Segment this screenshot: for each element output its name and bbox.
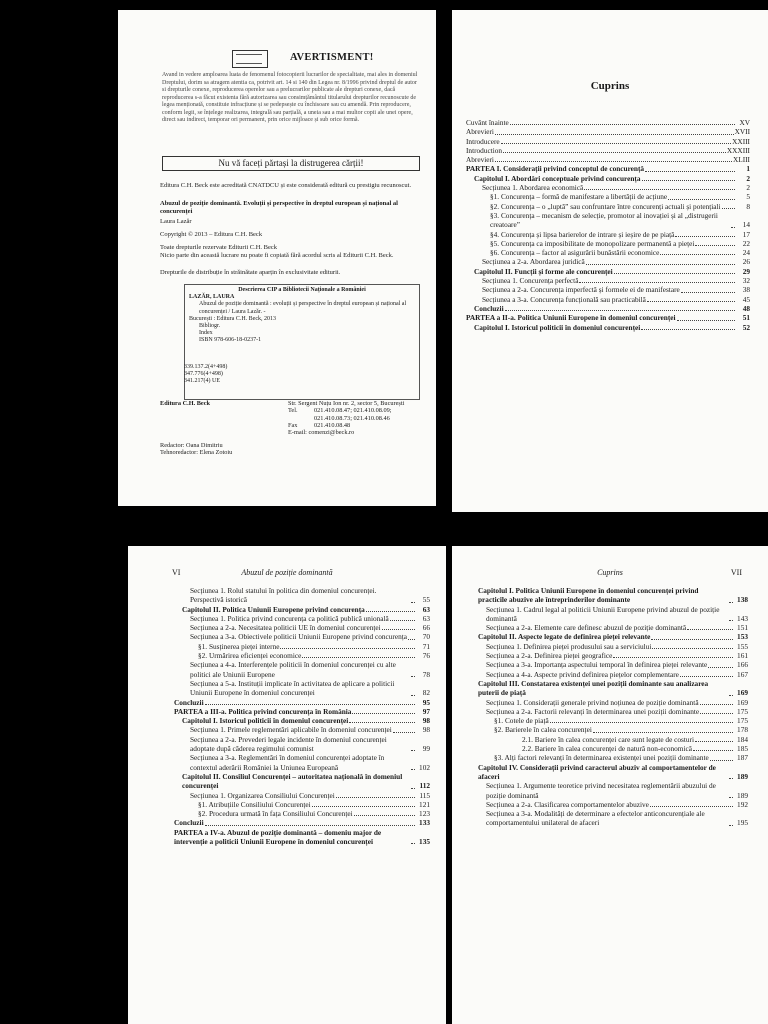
toc-entry-title: Secțiunea a 4-a. Aspecte privind definirea piețelor complementare — [486, 669, 679, 679]
toc-entry-title: Secțiunea a 2-a. Concurența imperfectă și formele ei de manifestare — [482, 285, 680, 295]
toc-leader-dots — [695, 245, 735, 246]
accreditation-note: Editura C.H. Beck este acreditată CNATDCU și este considerată editură cu prestigiu recunoscut. — [160, 182, 412, 189]
toc-page-number: 17 — [742, 229, 750, 239]
toc-page-number: 189 — [737, 790, 748, 800]
toc-entry — [466, 304, 750, 313]
toc-leader-dots — [729, 797, 733, 798]
copyright-page — [118, 10, 436, 506]
toc-entry — [466, 230, 750, 239]
toc-page-number: 187 — [737, 753, 748, 763]
page-folio: VI — [172, 568, 181, 577]
toc-leader-dots — [651, 639, 733, 640]
editor-credit: Redactor: Oana Dimitriu — [160, 442, 223, 449]
toc-leader-dots — [700, 713, 733, 714]
toc-leader-dots — [641, 329, 735, 330]
toc-entry-title: Secțiunea a 2-a. Factorii relevanți în determinarea unei poziții dominante — [486, 706, 700, 716]
toc-page-number: 195 — [737, 818, 748, 828]
toc-entry-title: Concluzii — [474, 303, 504, 313]
toc-page-number: 14 — [742, 220, 750, 230]
toc-page-number: 24 — [742, 248, 750, 258]
toc-entry — [478, 763, 748, 782]
toc-entry-title: §3. Concurența – mecanism de selecție, promotor al inovației și al „distrugerii creatoare” — [490, 210, 718, 230]
toc-entry — [466, 137, 750, 146]
rights-line-2: Nicio parte din această lucrare nu poate fi copiată fără acordul scris al Editurii C.H. Beck. — [160, 252, 394, 259]
toc-entry — [174, 800, 430, 809]
toc-entry-title: §4. Concurența și lipsa barierelor de intrare și ieșire de pe piață — [490, 229, 675, 239]
toc-leader-dots — [668, 199, 735, 200]
publisher-logo-icon — [232, 50, 268, 68]
toc-entry-title: §2. Concurența – o „luptă” sau confruntare între concurenți actuali și potențiali — [490, 201, 721, 211]
toc-entry — [174, 623, 430, 632]
toc-entry — [466, 183, 750, 192]
toc-page-number: 161 — [737, 651, 748, 661]
toc-page-number: XXXIII — [726, 145, 750, 155]
toc-entry — [174, 660, 430, 679]
toc-entry — [466, 127, 750, 136]
toc-entry — [478, 632, 748, 641]
toc-entry — [478, 753, 748, 762]
toc-leader-dots — [411, 750, 415, 751]
toc-entry-title: §1. Atribuțiile Consiliului Concurenței — [198, 799, 311, 809]
publisher-address — [288, 400, 420, 436]
toc-leader-dots — [687, 629, 733, 630]
toc-leader-dots — [411, 769, 415, 770]
toc-entry — [466, 276, 750, 285]
toc-page-number: 38 — [742, 285, 750, 295]
warning-slogan: Nu vă faceți părtași la distrugerea cărții! — [162, 156, 420, 171]
toc-page-number: 8 — [746, 201, 750, 211]
toc-entry-title: Capitolul I. Istoricul politicii în domeniul concurenței — [474, 322, 641, 332]
toc-page-number: 184 — [737, 734, 748, 744]
toc-entry — [174, 707, 430, 716]
toc-leader-dots — [593, 732, 733, 733]
toc-leader-dots — [708, 667, 733, 668]
toc-entry-title: §2. Procedura urmată în fața Consiliului Concurenței — [198, 809, 353, 819]
toc-leader-dots — [550, 722, 733, 723]
cip-title: Descrierea CIP a Bibliotecii Naționale a României — [238, 287, 366, 293]
toc-entry — [466, 118, 750, 127]
publisher-email: E-mail: comenzi@beck.ro — [288, 429, 355, 437]
toc-entry-title: §1. Susținerea pieței interne — [198, 641, 280, 651]
toc-entry-title: Secțiunea a 3-a. Importanța aspectului temporal în definirea pieței relevante — [486, 660, 708, 670]
toc-entry — [478, 698, 748, 707]
toc-entry-title: Capitolul I. Istoricul politicii în domeniul concurenței — [182, 716, 349, 726]
toc-leader-dots — [354, 815, 415, 816]
toc-entry — [174, 753, 430, 772]
toc-entry — [478, 809, 748, 828]
toc-entry — [466, 155, 750, 164]
toc-leader-dots — [677, 320, 735, 321]
toc-entry — [174, 791, 430, 800]
toc-entry — [174, 679, 430, 698]
toc-entry-title: §6. Concurența – factor al asigurării bunăstării economice — [490, 248, 660, 258]
toc-entry — [174, 828, 430, 847]
toc-page-number: 115 — [419, 790, 430, 800]
toc-entry-title: Capitolul II. Consiliul Concurenței – autoritatea națională în domeniul concurenței — [182, 771, 403, 791]
toc-page-number: 143 — [737, 613, 748, 623]
toc-page-number: 189 — [737, 771, 748, 781]
toc-page-number: XVII — [734, 127, 750, 137]
toc-entry-title: Abrevieri — [466, 127, 494, 137]
toc-entry-title: Cuvânt înainte — [466, 118, 509, 127]
toc-entry-title: Secțiunea a 2-a. Abordarea juridică — [482, 257, 585, 267]
toc-page-number: 63 — [422, 613, 430, 623]
toc-page-number: 76 — [422, 651, 430, 661]
toc-entry-title: Secțiunea a 2-a. Clasificarea comportamentelor abuzive — [486, 799, 649, 809]
toc-page-number: 175 — [737, 706, 748, 716]
toc-entry-title: Capitolul I. Politica Uniunii Europene în domeniul concurenței privind practicile abuzive ale întreprinderilor dominante — [478, 586, 699, 605]
toc-entry-title: Secțiunea 1. Organizarea Consiliului Concurenței — [190, 790, 335, 800]
toc-leader-dots — [729, 695, 733, 696]
toc-leader-dots — [411, 843, 415, 844]
toc-entry — [466, 239, 750, 248]
cip-bibliography: Bibliogr. — [199, 323, 221, 330]
toc-entry — [478, 735, 748, 744]
toc-page-number: 82 — [422, 688, 430, 698]
toc-page-number: 175 — [737, 716, 748, 726]
toc-entry-title: Secțiunea a 5-a. Instituții implicate în activitatea de aplicare a politicii Uniunii Europene în domeniul concurenței — [190, 678, 395, 698]
toc-entry — [478, 716, 748, 725]
rights-line-1: Toate drepturile rezervate Editurii C.H. Beck — [160, 244, 278, 251]
toc-page-number: 1 — [746, 164, 750, 174]
toc-page-number: XV — [739, 118, 750, 127]
toc-leader-dots — [681, 292, 735, 293]
toc-entry — [478, 781, 748, 800]
toc-entry-title: §5. Concurența ca imposibilitate de monopolizare permanentă a pieței — [490, 238, 695, 248]
toc-page-number: 123 — [419, 809, 430, 819]
toc-page-number: 167 — [737, 669, 748, 679]
toc-leader-dots — [660, 254, 735, 255]
toc-entry-title: §2. Urmărirea eficienței economice — [198, 651, 302, 661]
toc-entry — [478, 642, 748, 651]
toc-page-number: 102 — [419, 762, 430, 772]
toc-leader-dots — [336, 797, 415, 798]
toc-leader-dots — [505, 310, 735, 311]
toc-entry-title: §2. Barierele în calea concurenței — [494, 725, 592, 735]
toc-page-number: 98 — [422, 725, 430, 735]
running-head: Cuprins — [597, 568, 623, 577]
toc-entry-title: Secțiunea a 2-a. Prevederi legale incidente în domeniul concurenței adoptate după căderea regimului comunist — [190, 734, 387, 754]
toc-leader-dots — [729, 778, 733, 779]
toc-leader-dots — [495, 134, 734, 135]
contents-page-vii — [452, 546, 768, 1024]
toc-entry — [466, 174, 750, 183]
toc-entry-title: 2.1. Bariere în calea concurenței care sunt legate de costuri — [522, 734, 695, 744]
toc-list — [174, 586, 430, 846]
tel-label: Tel. — [288, 407, 298, 415]
tel-numbers: 021.410.08.73; 021.410.08.46 — [314, 414, 390, 422]
toc-page-number: 112 — [419, 781, 430, 791]
toc-leader-dots — [205, 825, 415, 826]
toc-entry — [174, 725, 430, 734]
toc-entry — [466, 313, 750, 322]
toc-page-number: 185 — [737, 744, 748, 754]
toc-entry-title: Secțiunea a 2-a. Definirea pieței geografice — [486, 651, 613, 661]
rights-line-3: Drepturile de distribuție în străinătate aparțin în exclusivitate editurii. — [160, 269, 341, 276]
toc-page-number: 55 — [422, 595, 430, 605]
toc-entry-title: Capitolul II. Funcții și forme ale concurenței — [474, 266, 613, 276]
cip-work: Abuzul de poziție dominantă : evoluții și perspective în dreptul european și național al concurenței / Laura Lazăr. - — [199, 301, 407, 315]
toc-entry — [478, 725, 748, 734]
toc-page-number: 99 — [422, 744, 430, 754]
toc-entry — [174, 642, 430, 651]
toc-leader-dots — [390, 620, 415, 621]
cip-index: Index — [199, 330, 213, 337]
toc-entry — [174, 632, 430, 641]
toc-entry-title: Secțiunea 1. Politica privind concurența ca politică publică unională — [190, 613, 389, 623]
toc-leader-dots — [722, 208, 735, 209]
toc-page-number: 32 — [742, 276, 750, 286]
toc-entry-title: Capitolul II. Aspecte legate de definirea pieței relevante — [478, 632, 651, 642]
toc-leader-dots — [731, 227, 735, 228]
warning-text: Avand in vedere amploarea luata de fenomenul fotocopierii lucrarilor de specialitate, mai ales in domeniul Dreptului, dorim sa atragem atentia ca, potrivit art. 14 si 140 din Legea nr. 8/1996 privind dreptul de autor si drepturile conexe, reproducerea operelor sau a prelucrarilor publicate ale drepturi conexe, dacă reproducerea s-a făcut existenta fără autorizarea sau consimțământul titularului drepturilor recunoscute de legea menționată, constituie infracțiune și se pedepsește cu închisoare sau cu amendă. Prin reproducere, conform legii, se înțelege realizarea, integrală sau parțială, a uneia sau a mai multor copii ale unei opere, direct sau indirect, temporar ori permanent, prin orice mijloace și sub orice formă. — [162, 72, 418, 123]
toc-entry-title: PARTEA a II-a. Politica Uniunii Europene în domeniul concurenței — [466, 313, 676, 323]
toc-entry-title: PARTEA a IV-a. Abuzul de poziție dominantă – domeniu major de intervenție a politicii Uniunii Europene în domeniul concurenței — [174, 827, 382, 847]
toc-leader-dots — [675, 236, 735, 237]
toc-leader-dots — [411, 676, 415, 677]
toc-page-number: 70 — [422, 632, 430, 642]
toc-leader-dots — [650, 806, 733, 807]
toc-leader-dots — [710, 760, 733, 761]
toc-entry-title: Secțiunea a 2-a. Elemente care definesc abuzul de poziție dominantă — [486, 623, 687, 633]
toc-leader-dots — [645, 171, 735, 172]
toc-entry — [478, 744, 748, 753]
toc-entry — [174, 605, 430, 614]
toc-entry-title: Capitolul I. Abordări conceptuale privind concurența — [474, 173, 641, 183]
page-folio: VII — [730, 568, 742, 577]
toc-page-number: 97 — [422, 706, 430, 716]
toc-entry-title: PARTEA a III-a. Politica privind concurența în România — [174, 706, 352, 716]
toc-page-number: 166 — [737, 660, 748, 670]
toc-leader-dots — [652, 648, 733, 649]
toc-page-number: 135 — [419, 837, 430, 847]
toc-entry — [466, 211, 750, 230]
toc-entry — [466, 257, 750, 266]
toc-entry-title: Secțiunea a 3-a. Concurența funcțională sau practicabilă — [482, 294, 646, 304]
copyright-line: Copyright © 2013 – Editura C.H. Beck — [160, 231, 263, 238]
toc-entry-title: Secțiunea a 3-a. Obiectivele politicii Uniunii Europene privind concurența — [190, 632, 408, 642]
toc-leader-dots — [642, 180, 736, 181]
toc-page-number: 192 — [737, 799, 748, 809]
toc-entry — [478, 651, 748, 660]
toc-leader-dots — [411, 695, 415, 696]
toc-entry — [466, 248, 750, 257]
toc-entry-title: Introduction — [466, 145, 503, 155]
toc-entry — [174, 698, 430, 707]
toc-leader-dots — [349, 722, 415, 723]
toc-leader-dots — [613, 657, 733, 658]
toc-entry-title: Secțiunea a 3-a. Reglementări în domeniul concurenței adoptate în contextul aderării României la Uniunea Europeană — [190, 753, 385, 772]
toc-leader-dots — [729, 620, 733, 621]
credits — [160, 442, 232, 457]
toc-page-number: XXIII — [732, 136, 750, 146]
toc-entry — [174, 818, 430, 827]
toc-entry — [174, 716, 430, 725]
toc-page-number: 169 — [737, 688, 748, 698]
toc-entry — [466, 164, 750, 173]
toc-leader-dots — [302, 657, 415, 658]
fax-number: 021.410.08.48 — [314, 421, 351, 429]
toc-leader-dots — [495, 161, 732, 162]
toc-page-number: 48 — [742, 303, 750, 313]
toc-leader-dots — [280, 648, 415, 649]
toc-leader-dots — [366, 611, 415, 612]
toc-entry-title: Concluzii — [174, 697, 204, 707]
toc-entry — [174, 735, 430, 754]
toc-leader-dots — [695, 741, 733, 742]
toc-leader-dots — [586, 264, 735, 265]
toc-page-number: 51 — [742, 313, 750, 323]
toc-page-number: 63 — [422, 604, 430, 614]
toc-page-number: 45 — [742, 294, 750, 304]
toc-entry — [174, 772, 430, 791]
toc-leader-dots — [501, 143, 732, 144]
toc-page-number: 178 — [737, 725, 748, 735]
toc-entry — [466, 146, 750, 155]
toc-leader-dots — [693, 750, 733, 751]
toc-entry — [174, 614, 430, 623]
toc-entry — [466, 192, 750, 201]
toc-page-number: 66 — [422, 623, 430, 633]
contents-page-1 — [452, 10, 768, 512]
tel-numbers: 021.410.08.47; 021.410.08.09; — [314, 407, 392, 415]
toc-page-number: 155 — [737, 641, 748, 651]
toc-entry-title: Secțiunea 1. Considerații generale privind noțiunea de poziție dominantă — [486, 697, 699, 707]
toc-entry — [478, 800, 748, 809]
toc-leader-dots — [382, 629, 415, 630]
toc-leader-dots — [680, 676, 733, 677]
fax-label: Fax — [288, 421, 298, 429]
toc-entry-title: Secțiunea 1. Primele reglementări aplicabile în domeniul concurenței — [190, 725, 392, 735]
toc-list — [466, 118, 750, 332]
toc-entry-title: Secțiunea 1. Definirea pieței produsului sau a serviciului — [486, 641, 652, 651]
toc-entry-title: §3. Alți factori relevanți în determinarea existenței unei poziții dominante — [494, 753, 709, 763]
cip-code: 341.217(4) UE — [184, 378, 220, 385]
cip-code: 347.776(4+498) — [184, 371, 223, 378]
toc-leader-dots — [393, 732, 415, 733]
toc-entry — [174, 651, 430, 660]
contents-title: Cuprins — [590, 80, 630, 92]
toc-entry — [478, 660, 748, 669]
toc-entry-title: PARTEA I. Considerații privind conceptul de concurență — [466, 164, 645, 174]
toc-page-number: XLIII — [732, 155, 750, 165]
toc-entry-title: 2.2. Bariere în calea concurenței de natură non-economică — [522, 744, 692, 754]
toc-entry — [466, 323, 750, 332]
toc-entry — [478, 707, 748, 716]
toc-entry-title: §1. Cotele de piață — [494, 716, 549, 726]
toc-leader-dots — [584, 189, 735, 190]
toc-leader-dots — [312, 806, 415, 807]
toc-entry-title: Secțiunea a 3-a. Modalități de determinare a efectelor anticoncurențiale ale comportamentului unilateral de afaceri — [486, 809, 705, 828]
toc-leader-dots — [647, 301, 735, 302]
toc-entry — [174, 586, 430, 605]
toc-entry — [466, 295, 750, 304]
toc-entry — [466, 202, 750, 211]
toc-leader-dots — [352, 713, 415, 714]
book-title: Abuzul de poziție dominantă. Evoluții și perspective în dreptul european și național al concurenței — [160, 200, 398, 215]
toc-entry-title: Secțiunea a 2-a. Necesitatea politicii UE în domeniul concurenței — [190, 623, 381, 633]
toc-leader-dots — [579, 282, 735, 283]
toc-entry — [478, 623, 748, 632]
toc-entry-title: Secțiunea 1. Cadrul legal al politicii Uniunii Europene privind abuzul de poziție dominantă — [486, 604, 720, 623]
toc-leader-dots — [503, 152, 726, 153]
toc-entry-title: Capitolul II. Politica Uniunii Europene privind concurența — [182, 604, 365, 614]
toc-page-number: 169 — [737, 697, 748, 707]
toc-entry-title: Capitolul IV. Considerații privind caracterul abuziv al comportamentelor de afaceri — [478, 762, 716, 781]
toc-list — [478, 586, 748, 828]
contents-page-vi — [128, 546, 446, 1024]
cip-codes — [184, 364, 227, 386]
toc-entry-title: Secțiunea 1. Rolul statului în politica din domeniul concurenței. Perspectivă istorică — [190, 586, 377, 605]
toc-leader-dots — [729, 825, 733, 826]
toc-page-number: 5 — [746, 192, 750, 202]
toc-entry-title: Secțiunea a 4-a. Interferențele politicii în domeniul concurenței cu alte politici ale Uniunii Europene — [190, 660, 396, 679]
toc-entry — [478, 679, 748, 698]
publisher-name: Editura C.H. Beck — [160, 400, 211, 407]
tech-editor-credit: Tehnoredactor: Elena Zotoiu — [160, 449, 233, 457]
toc-leader-dots — [408, 639, 415, 640]
author-name: Laura Lazăr — [160, 218, 192, 225]
toc-page-number: 153 — [737, 632, 748, 642]
toc-page-number: 98 — [422, 716, 430, 726]
warning-box — [158, 50, 422, 176]
warning-title: AVERTISMENT! — [290, 52, 374, 63]
toc-page-number: 71 — [422, 641, 430, 651]
running-head: Abuzul de poziție dominantă — [241, 568, 333, 577]
toc-entry — [478, 670, 748, 679]
toc-entry-title: Abrevieri — [466, 155, 494, 165]
toc-leader-dots — [205, 704, 415, 705]
toc-leader-dots — [614, 273, 735, 274]
toc-leader-dots — [411, 788, 415, 789]
cip-isbn: ISBN 978-606-18-0237-1 — [199, 337, 262, 344]
toc-page-number: 151 — [737, 623, 748, 633]
toc-page-number: 29 — [742, 266, 750, 276]
toc-entry — [174, 809, 430, 818]
toc-leader-dots — [700, 704, 733, 705]
toc-page-number: 2 — [746, 183, 750, 193]
toc-entry-title: §1. Concurența – formă de manifestare a libertății de acțiune — [490, 192, 668, 202]
toc-entry-title: Introducere — [466, 136, 500, 146]
publisher-street: Str. Sergent Nuțu Ion nr. 2, sector 5, București — [288, 400, 405, 407]
toc-entry-title: Capitolul III. Constatarea existenței unei poziții dominante sau analizarea puterii de piață — [478, 678, 709, 698]
cip-code: 339.137.2(4+498) — [184, 364, 228, 370]
toc-entry-title: Secțiunea 1. Concurența perfectă — [482, 276, 579, 286]
toc-entry — [466, 267, 750, 276]
toc-page-number: 138 — [737, 595, 748, 605]
toc-entry — [466, 285, 750, 294]
toc-entry-title: Secțiunea 1. Abordarea economică — [482, 183, 584, 193]
toc-page-number: 22 — [742, 238, 750, 248]
toc-page-number: 78 — [422, 669, 430, 679]
toc-leader-dots — [729, 602, 733, 603]
toc-page-number: 2 — [746, 173, 750, 183]
toc-page-number: 121 — [419, 799, 430, 809]
toc-page-number: 95 — [422, 697, 430, 707]
toc-entry-title: Concluzii — [174, 818, 204, 828]
cip-author: LAZĂR, LAURA — [189, 294, 235, 301]
cip-city: București : Editura C.H. Beck, 2013 — [189, 315, 276, 322]
toc-page-number: 26 — [742, 257, 750, 267]
toc-leader-dots — [411, 602, 415, 603]
toc-entry-title: Secțiunea 1. Argumente teoretice privind necesitatea reglementării abuzului de poziție dominantă — [486, 781, 716, 800]
toc-entry — [478, 605, 748, 624]
toc-page-number: 133 — [419, 818, 430, 828]
toc-entry — [478, 586, 748, 605]
toc-page-number: 52 — [742, 322, 750, 332]
toc-leader-dots — [510, 124, 735, 125]
